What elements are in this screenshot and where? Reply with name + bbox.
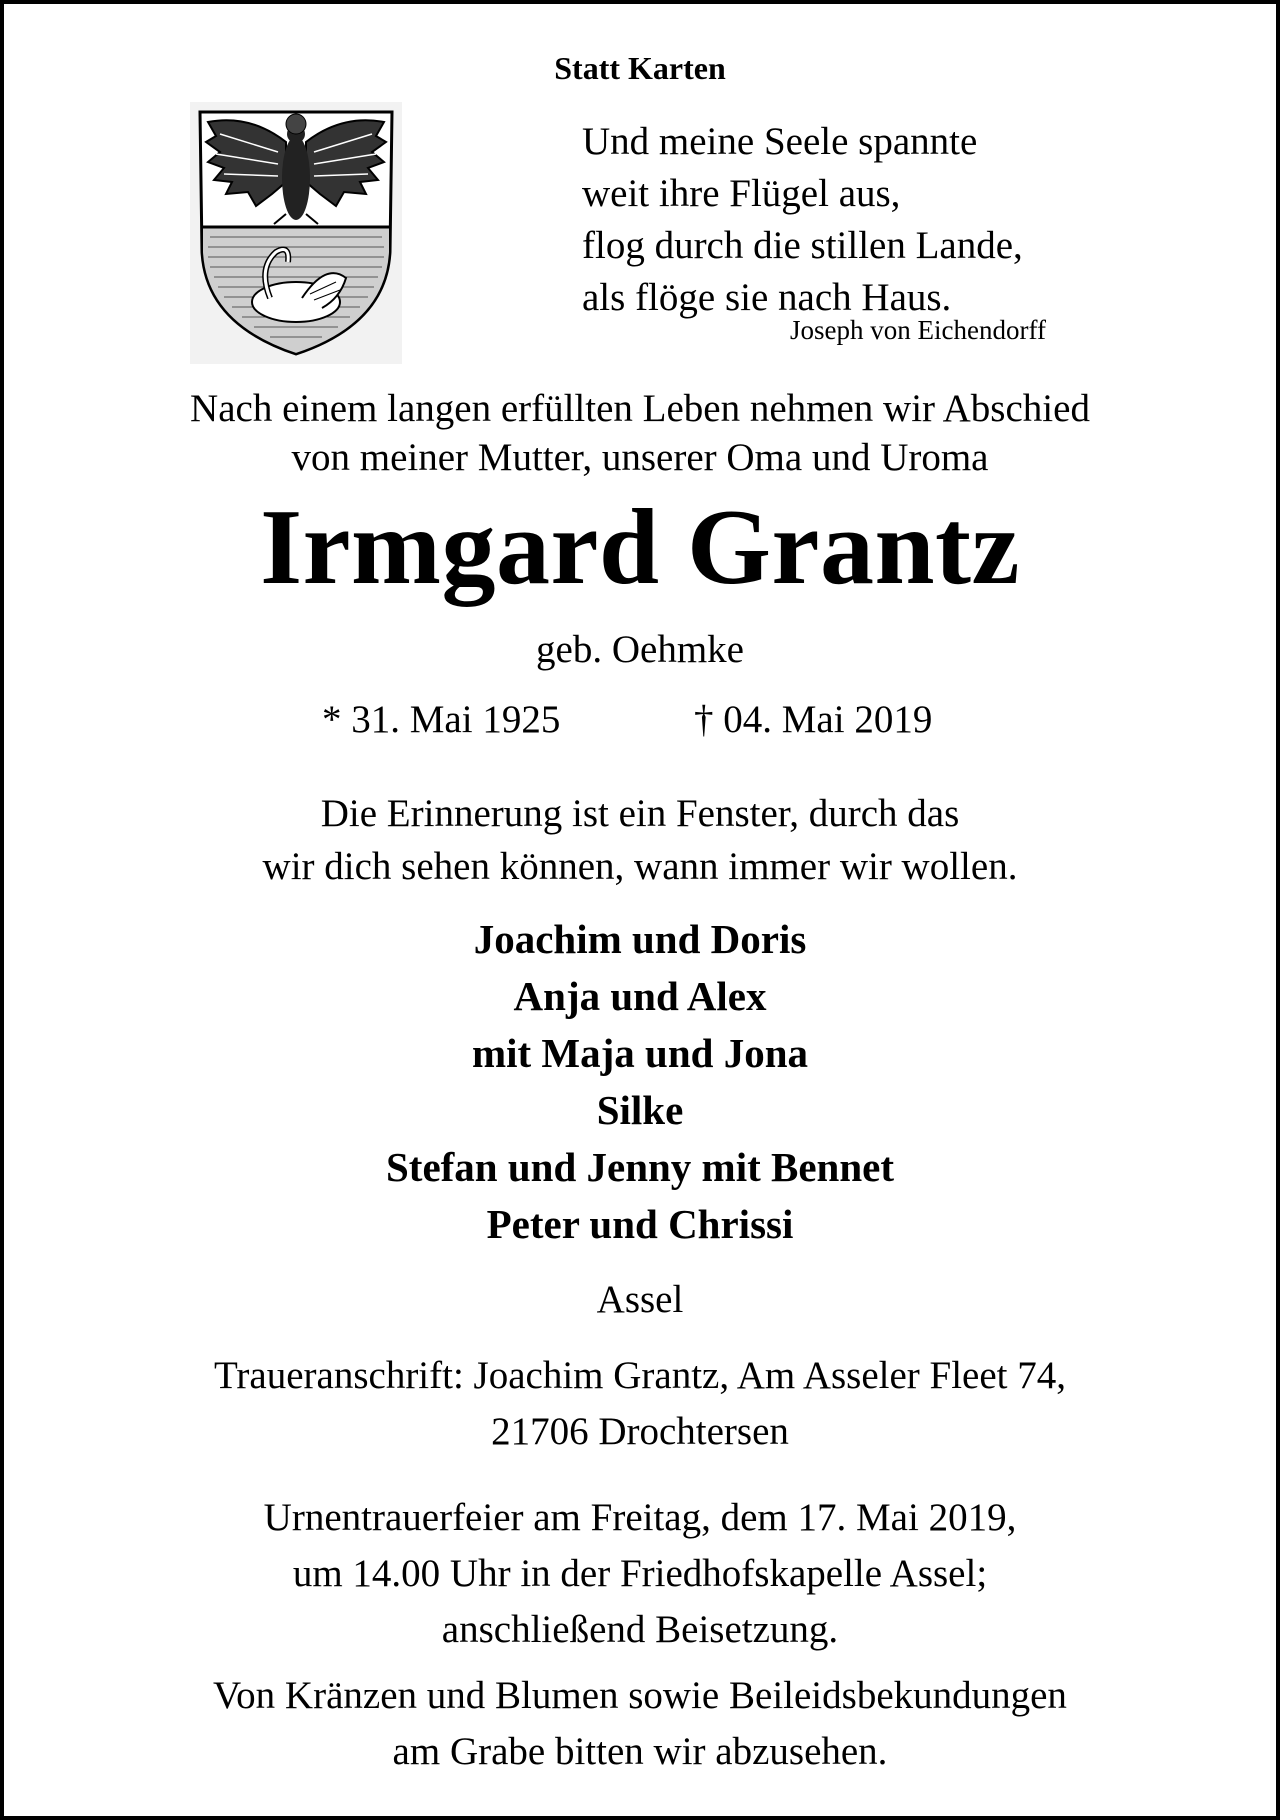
memorial-quote-line: Die Erinnerung ist ein Fenster, durch das bbox=[320, 792, 960, 835]
mourner-line: Peter und Chrissi bbox=[486, 1201, 794, 1247]
ceremony-line: um 14.00 Uhr in der Friedhofskapelle Assel; bbox=[292, 1552, 988, 1595]
header-label: Statt Karten bbox=[554, 50, 726, 86]
intro-line: Nach einem langen erfüllten Leben nehmen wir Abschied bbox=[190, 387, 1090, 430]
mourner-line: Stefan und Jenny mit Bennet bbox=[385, 1144, 894, 1190]
coat-of-arms-eagle-swan-icon bbox=[190, 102, 402, 364]
ceremony-line: Urnentrauerfeier am Freitag, dem 17. Mai 2019, bbox=[263, 1496, 1017, 1539]
poem-author: Joseph von Eichendorff bbox=[790, 315, 1046, 345]
poem-line: weit ihre Flügel aus, bbox=[582, 172, 901, 215]
deceased-name: Irmgard Grantz bbox=[260, 488, 1020, 607]
memorial-quote-line: wir dich sehen können, wann immer wir wollen. bbox=[262, 845, 1018, 888]
request-line: am Grabe bitten wir abzusehen. bbox=[392, 1730, 888, 1773]
request-line: Von Kränzen und Blumen sowie Beileidsbekundungen bbox=[213, 1674, 1067, 1717]
death-date: † 04. Mai 2019 bbox=[694, 698, 933, 741]
mourner-line: Joachim und Doris bbox=[473, 916, 807, 962]
poem-line: Und meine Seele spannte bbox=[582, 120, 978, 163]
mourning-address-line: Traueranschrift: Joachim Grantz, Am Asseler Fleet 74, bbox=[213, 1354, 1067, 1397]
mourner-line: Anja und Alex bbox=[513, 973, 767, 1019]
ceremony-line: anschließend Beisetzung. bbox=[441, 1608, 839, 1651]
poem-line: flog durch die stillen Lande, bbox=[582, 224, 1023, 267]
place-name: Assel bbox=[596, 1278, 684, 1321]
poem-line: als flöge sie nach Haus. bbox=[582, 276, 952, 319]
birth-date: * 31. Mai 1925 bbox=[322, 698, 561, 741]
mourner-line: mit Maja und Jona bbox=[471, 1030, 808, 1076]
maiden-name: geb. Oehmke bbox=[536, 628, 744, 671]
intro-line: von meiner Mutter, unserer Oma und Uroma bbox=[291, 436, 989, 479]
poem bbox=[582, 116, 1142, 324]
mourner-line: Silke bbox=[596, 1087, 684, 1133]
mourning-address-line: 21706 Drochtersen bbox=[491, 1410, 789, 1453]
